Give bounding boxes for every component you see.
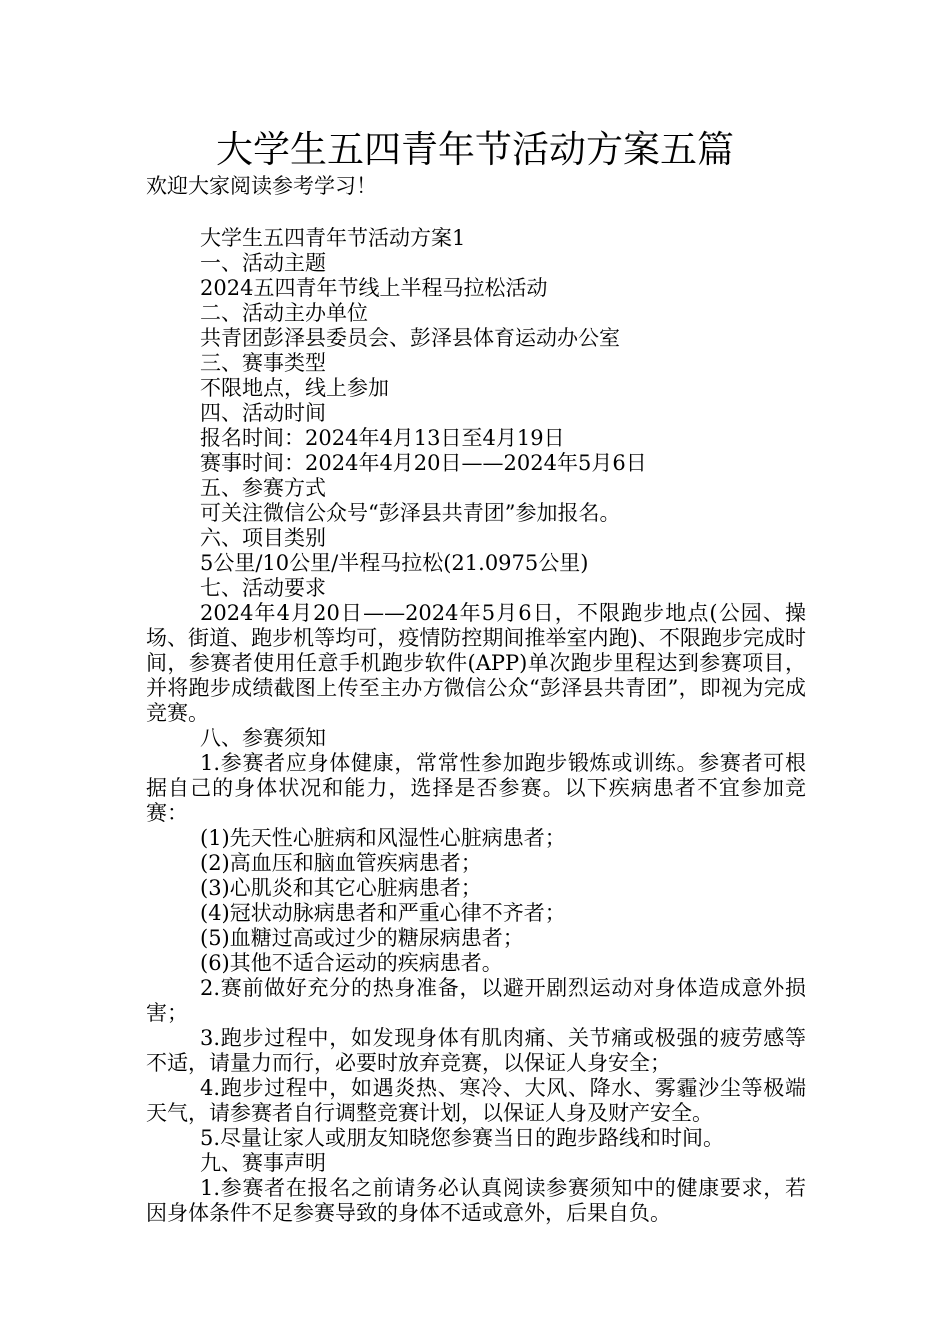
disease-item-4: (4)冠状动脉病患者和严重心律不齐者； xyxy=(200,901,566,925)
notice-paragraph-3: 3.跑步过程中，如发现身体有肌肉痛、关节痛或极强的疲劳感等不适，请量力而行，必要时放弃竞赛，以保证人身安全； xyxy=(146,1026,806,1075)
method-text: 可关注微信公众号“彭泽县共青团”参加报名。 xyxy=(200,501,621,525)
disease-item-6: (6)其他不适合运动的疾病患者。 xyxy=(200,951,503,975)
notice-paragraph-4: 4.跑步过程中，如遇炎热、寒冷、大风、降水、雾霾沙尘等极端天气，请参赛者自行调整竞赛计划，以保证人身及财产安全。 xyxy=(146,1076,806,1125)
document-title: 大学生五四青年节活动方案五篇 xyxy=(216,128,734,171)
disease-item-3: (3)心肌炎和其它心脏病患者； xyxy=(200,876,482,900)
theme-text: 2024五四青年节线上半程马拉松活动 xyxy=(200,276,548,300)
categories-text: 5公里/10公里/半程马拉松(21.0975公里) xyxy=(200,551,589,575)
heading-theme: 一、活动主题 xyxy=(200,251,326,275)
heading-type: 三、赛事类型 xyxy=(200,351,326,375)
section-title: 大学生五四青年节活动方案1 xyxy=(200,226,466,250)
type-text: 不限地点，线上参加 xyxy=(200,376,389,400)
disease-item-5: (5)血糖过高或过少的糖尿病患者； xyxy=(200,926,524,950)
race-time: 赛事时间：2024年4月20日——2024年5月6日 xyxy=(200,451,647,475)
statement-paragraph-1: 1.参赛者在报名之前请务必认真阅读参赛须知中的健康要求，若因身体条件不足参赛导致的身体不适或意外，后果自负。 xyxy=(146,1176,806,1225)
disease-item-1: (1)先天性心脏病和风湿性心脏病患者； xyxy=(200,826,566,850)
intro-text: 欢迎大家阅读参考学习！ xyxy=(146,174,377,198)
heading-organizer: 二、活动主办单位 xyxy=(200,301,368,325)
heading-notice: 八、参赛须知 xyxy=(200,726,326,750)
heading-categories: 六、项目类别 xyxy=(200,526,326,550)
disease-item-2: (2)高血压和脑血管疾病患者； xyxy=(200,851,482,875)
registration-time: 报名时间：2024年4月13日至4月19日 xyxy=(200,426,565,450)
document-body xyxy=(146,226,806,1226)
heading-requirements: 七、活动要求 xyxy=(200,576,326,600)
notice-paragraph-2: 2.赛前做好充分的热身准备，以避开剧烈运动对身体造成意外损害； xyxy=(146,976,806,1025)
organizer-text: 共青团彭泽县委员会、彭泽县体育运动办公室 xyxy=(200,326,620,350)
heading-statement: 九、赛事声明 xyxy=(200,1151,326,1175)
requirements-paragraph: 2024年4月20日——2024年5月6日，不限跑步地点(公园、操场、街道、跑步机等均可，疫情防控期间推举室内跑)、不限跑步完成时间，参赛者使用任意手机跑步软件(APP)单次跑步里程达到参赛项目，并将跑步成绩截图上传至主办方微信公众“彭泽县共青团”，即视为完成竞赛。 xyxy=(146,601,806,725)
notice-paragraph-1: 1.参赛者应身体健康，常常性参加跑步锻炼或训练。参赛者可根据自己的身体状况和能力，选择是否参赛。以下疾病患者不宜参加竞赛： xyxy=(146,751,806,825)
heading-method: 五、参赛方式 xyxy=(200,476,326,500)
heading-time: 四、活动时间 xyxy=(200,401,326,425)
notice-paragraph-5: 5.尽量让家人或朋友知晓您参赛当日的跑步路线和时间。 xyxy=(200,1126,725,1150)
